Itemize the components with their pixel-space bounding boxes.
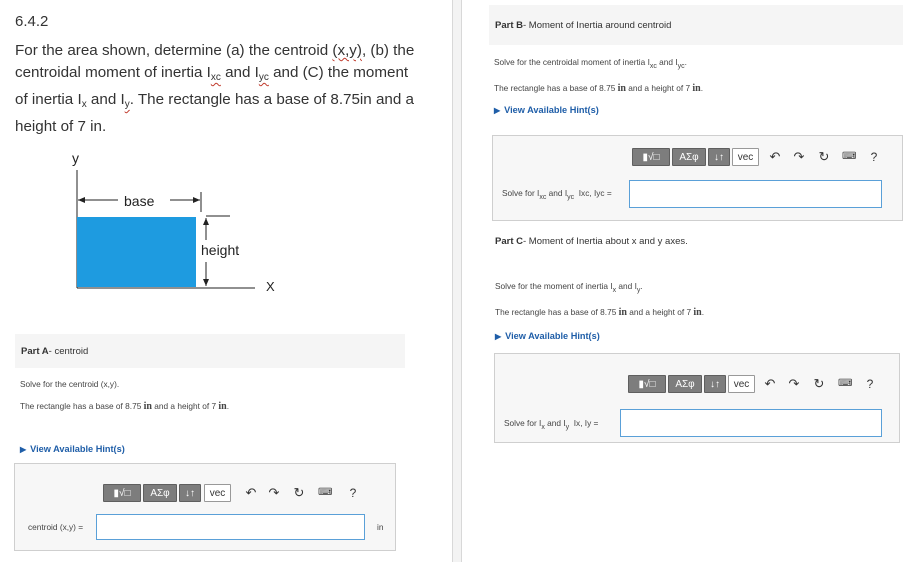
keyboard-icon[interactable]: ⌨ <box>842 151 857 162</box>
reset-icon[interactable]: ↻ <box>293 485 305 500</box>
part-b-prompt: Solve for the centroidal moment of inertia $I_{xc}$ and $I_{yc}$. <box>494 57 687 70</box>
vec-button[interactable]: vec <box>204 484 231 502</box>
part-a-hint-link[interactable]: ▶ View Available Hint(s) <box>20 444 125 454</box>
part-b-answer-box <box>492 135 903 221</box>
undo-icon[interactable]: ↶ <box>764 376 776 391</box>
undo-icon[interactable]: ↶ <box>769 149 781 164</box>
vec-button[interactable]: vec <box>732 148 759 166</box>
part-a-prompt: Solve for the centroid (x,y). <box>20 379 120 389</box>
part-a-answer-box <box>14 463 396 551</box>
arrows-button[interactable]: ↓↑ <box>704 375 726 393</box>
part-c-header: Part C - Moment of Inertia about x and y axes. <box>489 224 903 258</box>
greek-button[interactable]: ΑΣφ <box>143 484 177 502</box>
reset-icon[interactable]: ↻ <box>813 376 825 391</box>
part-b-answer-label: Solve for $I_{xc}$ and $I_{yc}$ Ixc, Iyc = <box>502 188 612 201</box>
height-label: height <box>201 242 240 258</box>
column-divider <box>452 0 462 562</box>
part-c-answer-label: Solve for $I_x$ and $I_y$ Ix, Iy = <box>504 418 599 431</box>
base-arrow-left <box>78 197 85 203</box>
help-button[interactable]: ? <box>349 486 357 500</box>
part-a-given: The rectangle has a base of 8.75 in and a height of 7 in. <box>20 401 230 412</box>
ixc-iyc-input[interactable] <box>629 180 882 208</box>
caret-right-icon: ▶ <box>495 332 502 341</box>
part-c-hint-link[interactable]: ▶ View Available Hint(s) <box>495 331 600 341</box>
height-arrow-top <box>203 218 209 225</box>
vec-button[interactable]: vec <box>728 375 755 393</box>
redo-icon[interactable]: ↷ <box>268 485 280 500</box>
templates-button[interactable]: ▮√□ <box>632 148 670 166</box>
base-label: base <box>124 193 155 209</box>
base-arrow-right <box>193 197 200 203</box>
problem-line-2: centroidal moment of inertia $I_{xc}$ and $I_{yc}$ and (C) the moment <box>15 64 409 83</box>
y-axis-label: y <box>72 150 79 166</box>
ix-iy-input[interactable] <box>620 409 882 437</box>
help-button[interactable]: ? <box>866 377 874 391</box>
part-a-unit: in <box>377 522 384 532</box>
part-a-header: Part A - centroid <box>15 334 405 368</box>
problem-number: 6.4.2 <box>15 13 49 30</box>
rectangle-area <box>77 217 196 287</box>
part-b-header: Part B - Moment of Inertia around centroid <box>489 5 903 45</box>
arrows-button[interactable]: ↓↑ <box>708 148 730 166</box>
problem-line-1: For the area shown, determine (a) the centroid (x,y), (b) the <box>15 42 415 59</box>
redo-icon[interactable]: ↷ <box>788 376 800 391</box>
part-b-hint-link[interactable]: ▶ View Available Hint(s) <box>494 105 599 115</box>
part-c-prompt: Solve for the moment of inertia $I_x$ and $I_y$. <box>495 281 643 294</box>
undo-icon[interactable]: ↶ <box>245 485 257 500</box>
height-arrow-bottom <box>203 279 209 286</box>
keyboard-icon[interactable]: ⌨ <box>318 487 333 498</box>
centroid-input[interactable] <box>96 514 365 540</box>
centroid-xy-text: (x,y) <box>332 42 362 59</box>
arrows-button[interactable]: ↓↑ <box>179 484 201 502</box>
part-c-given: The rectangle has a base of 8.75 in and a height of 7 in. <box>495 307 705 318</box>
caret-right-icon: ▶ <box>494 106 501 115</box>
redo-icon[interactable]: ↷ <box>793 149 805 164</box>
keyboard-icon[interactable]: ⌨ <box>838 378 853 389</box>
greek-button[interactable]: ΑΣφ <box>668 375 702 393</box>
problem-statement <box>15 40 440 138</box>
reset-icon[interactable]: ↻ <box>818 149 830 164</box>
help-button[interactable]: ? <box>870 150 878 164</box>
part-c-answer-box <box>494 353 900 443</box>
part-b-given: The rectangle has a base of 8.75 in and a height of 7 in. <box>494 83 704 94</box>
templates-button[interactable]: ▮√□ <box>103 484 141 502</box>
part-a-answer-label: centroid (x,y) = <box>28 522 84 532</box>
templates-button[interactable]: ▮√□ <box>628 375 666 393</box>
problem-line-4: height of 7 in. <box>15 118 107 135</box>
greek-button[interactable]: ΑΣφ <box>672 148 706 166</box>
problem-line-3: of inertia $I_x$ and $I_y$. The rectangle has a base of 8.75in and a <box>15 91 414 110</box>
x-axis-label: X <box>266 279 275 294</box>
caret-right-icon: ▶ <box>20 445 27 454</box>
